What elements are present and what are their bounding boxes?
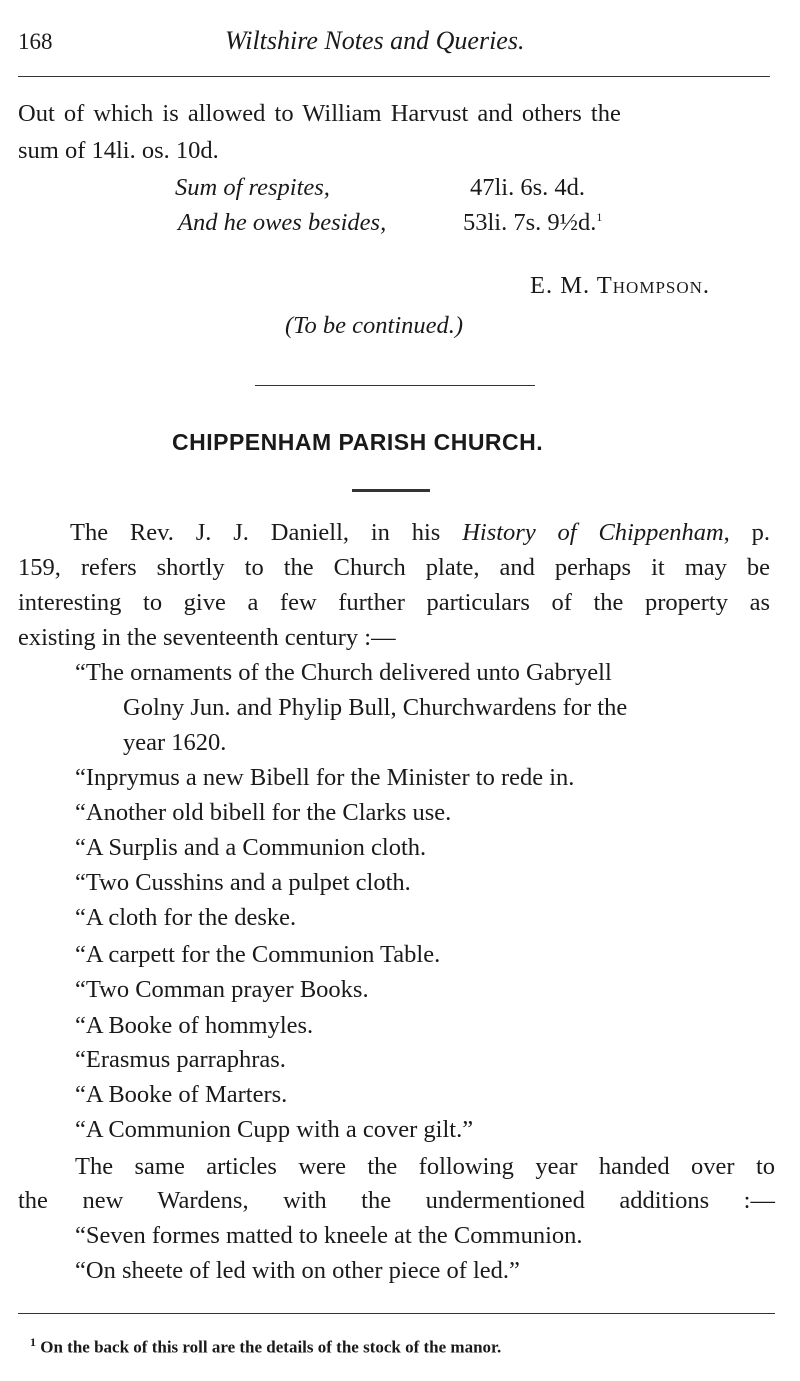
text-line: “Inprymus a new Bibell for the Minister to rede in. [75,764,575,791]
text-line: “A Surplis and a Communion cloth. [75,834,427,861]
footnote-marker: 1 [30,1335,36,1349]
text-line: sum of 14li. os. 10d. [18,137,219,164]
text-line: year 1620. [123,729,227,756]
text-line: existing in the seventeenth century :— [18,624,396,651]
text-line: “A cloth for the deske. [75,904,297,931]
text-line: “A carpett for the Communion Table. [75,941,441,968]
owes-label: And he owes besides, [178,209,387,236]
text-line: “Another old bibell for the Clarks use. [75,799,452,826]
text-line: “Two Comman prayer Books. [75,976,369,1003]
text-line: Golny Jun. and Phylip Bull, Churchwardens for the [123,694,628,721]
text-line: The same articles were the following year handed over to [75,1153,775,1180]
page-number: 168 [18,29,53,54]
to-be-continued: (To be continued.) [285,312,464,339]
text-line: “Erasmus parraphras. [75,1046,286,1073]
text-line: “A Communion Cupp with a cover gilt.” [75,1116,474,1143]
text-line: “On sheete of led with on other piece of led.” [75,1257,520,1284]
article-title: CHIPPENHAM PARISH CHURCH. [172,429,544,455]
text-line: interesting to give a few further particulars of the property as [18,589,770,616]
owes-value: 53li. 7s. 9½d. [463,209,597,237]
title-rule [352,489,430,492]
text-line: “Seven formes matted to kneele at the Communion. [75,1222,583,1249]
respites-value: 47li. 6s. 4d. [470,174,586,201]
author: E. M. Thompson. [530,272,711,299]
footnote-ref: 1 [596,210,603,224]
book-title: History of Chippenham [462,519,724,546]
text-line: the new Wardens, with the undermentioned additions :— [18,1187,775,1214]
text-line: The Rev. J. J. Daniell, in his History of Chippenham, p. [70,519,771,546]
section-divider [255,385,535,386]
text-line: “Two Cusshins and a pulpet cloth. [75,869,411,896]
text-line: “A Booke of hommyles. [75,1012,314,1039]
footnote-text: On the back of this roll are the details of the stock of the manor. [40,1337,502,1357]
footnote-rule [18,1313,775,1314]
text-line: “The ornaments of the Church delivered unto Gabryell [75,659,612,686]
text-line: 159, refers shortly to the Church plate, and perhaps it may be [18,554,770,581]
respites-label: Sum of respites, [175,174,330,201]
header-rule [18,76,770,77]
text-line: Out of which is allowed to William Harvust and others the [18,100,621,127]
text-line: “A Booke of Marters. [75,1081,288,1108]
running-title: Wiltshire Notes and Queries. [225,26,525,55]
